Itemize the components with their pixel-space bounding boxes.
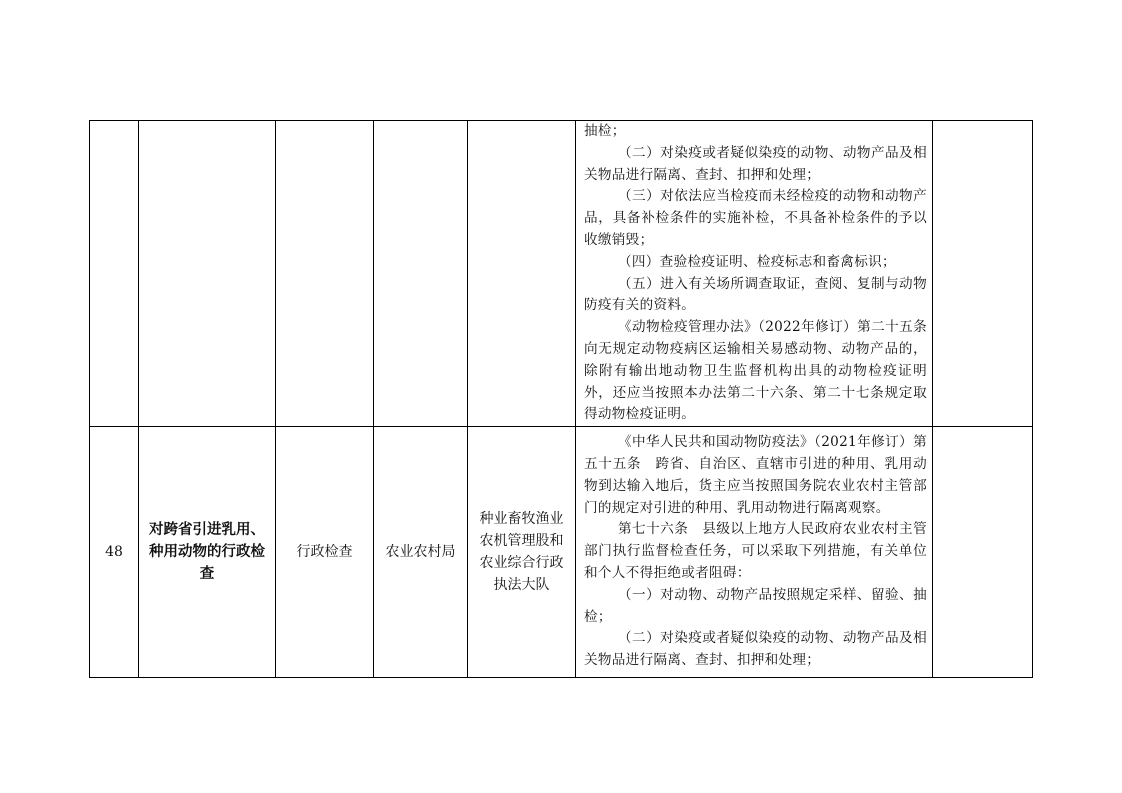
basis-paragraph: （四）查验检疫证明、检疫标志和畜禽标识； <box>618 253 896 270</box>
authority: 农业农村局 <box>374 427 468 678</box>
remark <box>933 427 1033 678</box>
item-name: 对跨省引进乳用、种用动物的行政检查 <box>139 427 276 678</box>
department <box>468 121 576 427</box>
category <box>276 121 374 427</box>
basis-paragraph: （三）对依法应当检疫而未经检疫的动物和动物产品，具备补检条件的实施补检，不具备补检条件的予以收缴销毁； <box>584 188 927 248</box>
category: 行政检查 <box>276 427 374 678</box>
basis-paragraph: （二）对染疫或者疑似染疫的动物、动物产品及相关物品进行隔离、查封、扣押和处理； <box>584 630 927 669</box>
basis-paragraph: 《动物检疫管理办法》（2022年修订）第二十五条 向无规定动物疫病区运输相关易感动物、动物产品的，除附有输出地动物卫生监督机构出具的动物检疫证明外，还应当按照本办法第二十六条、第二十七条规定取得动物检疫证明。 <box>584 319 927 423</box>
remark <box>933 121 1033 427</box>
basis-paragraph: 《中华人民共和国动物防疫法》（2021年修订）第五十五条 跨省、自治区、直辖市引进的种用、乳用动物到达输入地后，货主应当按照国务院农业农村主管部门的规定对引进的种用、乳用动物进行隔离观察。 <box>584 434 927 516</box>
basis-paragraph: 第七十六条 县级以上地方人民政府农业农村主管部门执行监督检查任务，可以采取下列措施，有关单位和个人不得拒绝或者阻碍： <box>584 521 927 582</box>
item-name <box>139 121 276 427</box>
inspection-table <box>89 120 1033 678</box>
legal-basis <box>576 121 933 427</box>
basis-paragraph: （一）对动物、动物产品按照规定采样、留验、抽检； <box>584 586 927 625</box>
basis-paragraph: 抽检； <box>584 123 626 139</box>
basis-paragraph: （二）对染疫或者疑似染疫的动物、动物产品及相关物品进行隔离、查封、扣押和处理； <box>584 144 927 183</box>
row-number <box>90 121 139 427</box>
department: 种业畜牧渔业农机管理股和农业综合行政执法大队 <box>468 427 576 678</box>
basis-paragraph: （五）进入有关场所调查取证，查阅、复制与动物防疫有关的资料。 <box>584 275 927 314</box>
table-row <box>90 121 1033 427</box>
legal-basis <box>576 427 933 678</box>
table-row <box>90 427 1033 678</box>
row-number: 48 <box>90 427 139 678</box>
authority <box>374 121 468 427</box>
